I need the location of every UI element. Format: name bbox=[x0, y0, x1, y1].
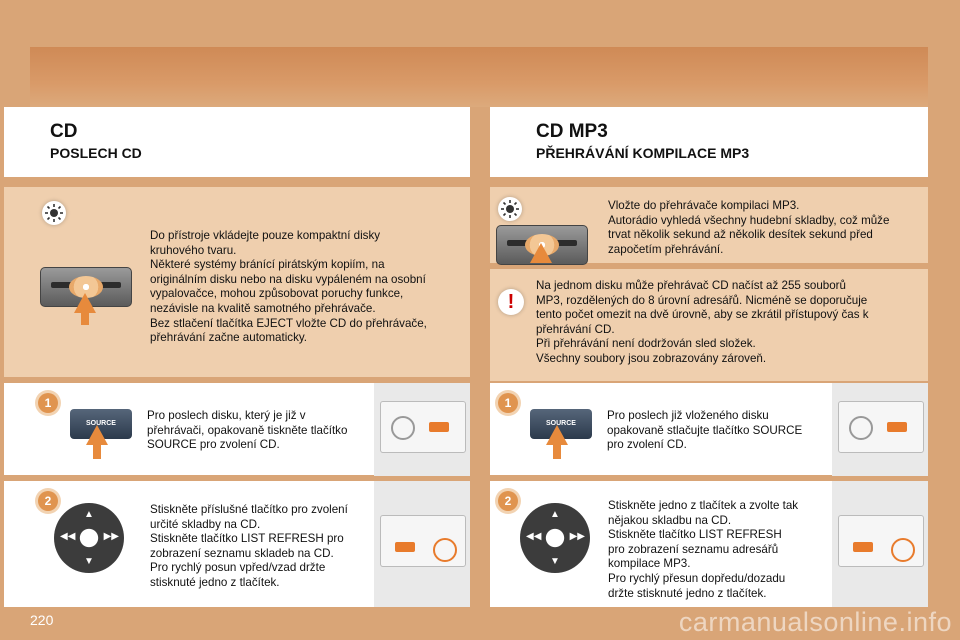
down-arrow-icon: ▼ bbox=[84, 556, 94, 567]
radio-panel bbox=[838, 401, 924, 453]
left-title: CD bbox=[50, 121, 78, 142]
forward-icon: ▶▶ bbox=[103, 531, 119, 542]
warning-icon: ! bbox=[498, 289, 524, 315]
left-info-text: Do přístroje vkládejte pouze kompaktní disky kruhového tvaru. Některé systémy bránící pirátským kopiím, na originálním disku nebo na disku vypáleném na osobní vypalovačce, mohou způsobovat poruchy funkce, nezávisle na kvalitě samotného přehrávače. Bez stlačení tlačítka EJECT vložte CD do přehrávače, přehrávání začne automaticky. bbox=[150, 229, 427, 345]
radio-thumbnail bbox=[374, 383, 470, 476]
right-step2-text: Stiskněte jedno z tlačítek a zvolte tak nějakou skladbu na CD. Stiskněte tlačítko LIST REFRESH pro zobrazení seznamu adresářů kompilace MP3. Pro rychlý přesun dopředu/dozadu držte stisknuté jedno z tlačítek. bbox=[608, 499, 799, 600]
right-step2-box bbox=[490, 481, 928, 607]
list-button-highlight bbox=[853, 542, 873, 552]
left-subtitle: POSLECH CD bbox=[50, 145, 142, 161]
press-arrow-stem bbox=[553, 443, 561, 459]
radio-thumbnail bbox=[832, 383, 928, 476]
direction-pad-icon bbox=[54, 503, 124, 573]
insert-arrow-stem bbox=[81, 311, 89, 325]
volume-knob-icon bbox=[391, 416, 415, 440]
left-step1-text: Pro poslech disku, který je již v přehrávači, opakovaně tiskněte tlačítko SOURCE pro zvolení CD. bbox=[147, 409, 348, 452]
left-step1-box bbox=[4, 383, 470, 475]
left-step2-text: Stiskněte příslušné tlačítko pro zvolení určité skladby na CD. Stiskněte tlačítko LIST REFRESH pro zobrazení seznamu skladeb na CD. Pro rychlý posun vpřed/vzad držte stisknuté jedno z tlačítek. bbox=[150, 503, 348, 589]
press-arrow-icon bbox=[86, 425, 108, 445]
left-step2-box bbox=[4, 481, 470, 607]
watermark: carmanualsonline.info bbox=[678, 607, 952, 637]
down-arrow-icon: ▼ bbox=[550, 556, 560, 567]
up-arrow-icon: ▲ bbox=[550, 509, 560, 520]
rewind-icon: ◀◀ bbox=[526, 531, 542, 542]
right-info-box bbox=[490, 187, 928, 263]
right-warning-text: Na jednom disku může přehrávač CD načíst až 255 souborů MP3, rozdělených do 8 úrovní adresářů. Nicméně se doporučuje tento počet omezit na dvě úrovně, aby se zkrátil přístupový čas k přehrávání CD. Při přehrávání není dodržován sled složek. Všechny soubory jsou zobrazovány zároveň. bbox=[536, 279, 869, 365]
step-number-1: 1 bbox=[498, 393, 518, 413]
step-number-2: 2 bbox=[38, 491, 58, 511]
step-number-1: 1 bbox=[38, 393, 58, 413]
right-step1-box bbox=[490, 383, 928, 475]
radio-thumbnail-2 bbox=[374, 481, 470, 607]
page-number: 220 bbox=[30, 612, 54, 628]
forward-icon: ▶▶ bbox=[569, 531, 585, 542]
source-highlight bbox=[887, 422, 907, 432]
right-header bbox=[490, 107, 928, 177]
left-info-box bbox=[4, 187, 470, 377]
right-info-text: Vložte do přehrávače kompilaci MP3. Autorádio vyhledá všechny hudební skladby, což může trvat několik sekund až několik desítek sekund před započetím přehrávání. bbox=[608, 199, 890, 256]
direction-ring-icon bbox=[433, 538, 457, 562]
radio-thumbnail-2 bbox=[832, 481, 928, 607]
radio-panel bbox=[380, 401, 466, 453]
radio-panel-2 bbox=[838, 515, 924, 567]
right-step1-text: Pro poslech již vloženého disku opakovaně stlačujte tlačítko SOURCE pro zvolení CD. bbox=[607, 409, 803, 452]
source-button-icon: SOURCE bbox=[70, 409, 132, 439]
right-warning-box bbox=[490, 269, 928, 381]
press-arrow-stem bbox=[93, 443, 101, 459]
radio-panel-2 bbox=[380, 515, 466, 567]
source-button-icon: SOURCE bbox=[530, 409, 592, 439]
top-banner bbox=[30, 47, 928, 107]
source-highlight bbox=[429, 422, 449, 432]
rewind-icon: ◀◀ bbox=[60, 531, 76, 542]
sun-icon bbox=[498, 197, 522, 221]
insert-arrow-icon bbox=[530, 243, 552, 263]
right-subtitle: PŘEHRÁVÁNÍ KOMPILACE MP3 bbox=[536, 145, 750, 161]
step-number-2: 2 bbox=[498, 491, 518, 511]
right-title: CD MP3 bbox=[536, 121, 608, 142]
direction-pad-icon bbox=[520, 503, 590, 573]
volume-knob-icon bbox=[849, 416, 873, 440]
press-arrow-icon bbox=[546, 425, 568, 445]
direction-ring-icon bbox=[891, 538, 915, 562]
list-button-highlight bbox=[395, 542, 415, 552]
sun-icon bbox=[42, 201, 66, 225]
left-header bbox=[4, 107, 470, 177]
up-arrow-icon: ▲ bbox=[84, 509, 94, 520]
insert-arrow-icon bbox=[74, 293, 96, 313]
